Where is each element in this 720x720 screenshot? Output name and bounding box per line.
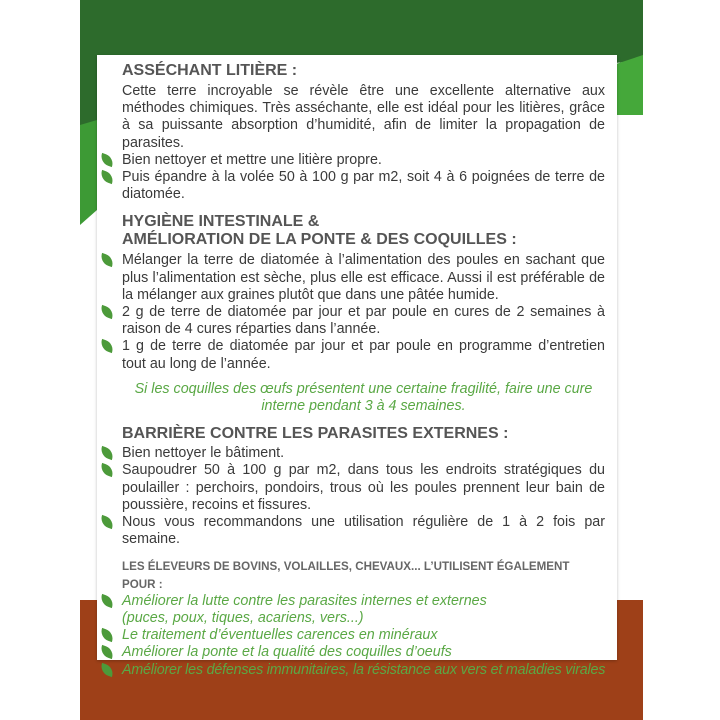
section-note: Si les coquilles des œufs présentent une certaine fragilité, faire une cure interne pendant 3 à 4 semaines.	[134, 380, 593, 415]
section	[122, 425, 605, 548]
section-title: HYGIÈNE INTESTINALE &	[122, 213, 320, 231]
list-item-text: Le traitement d’éventuelles carences en minéraux	[122, 627, 438, 644]
list-item-text: Mélanger la terre de diatomée à l’alimentation des poules en sachant que plus l’alimentation est sèche, plus elle est efficace. Aussi il est préférable de la mélanger aux graines plutôt que dans une pâtée humide.	[122, 252, 605, 303]
list-item	[122, 662, 605, 679]
list-item	[122, 514, 605, 548]
section-title: AMÉLIORATION DE LA PONTE & DES COQUILLES :	[122, 231, 517, 249]
list-item-text: Améliorer la ponte et la qualité des coquilles d’oeufs	[122, 644, 452, 661]
list-item-text: Puis épandre à la volée 50 à 100 g par m2, soit 4 à 6 poignées de terre de diatomée.	[122, 169, 605, 203]
list-item-text: Bien nettoyer et mettre une litière propre.	[122, 151, 382, 168]
list-item	[122, 169, 605, 203]
section	[122, 558, 605, 678]
list-item-text: Nous vous recommandons une utilisation régulière de 1 à 2 fois par semaine.	[122, 514, 605, 548]
list-item-text: Saupoudrer 50 à 100 g par m2, dans tous les endroits stratégiques du poulailler : perchoirs, pondoirs, trous où les poules prennent leur bain de poussière, recoins et fissures.	[122, 462, 605, 513]
content	[122, 62, 605, 679]
list-item	[122, 644, 605, 661]
section-title: ASSÉCHANT LITIÈRE :	[122, 62, 298, 79]
list-item-text: 2 g de terre de diatomée par jour et par poule en cures de 2 semaines à raison de 4 cures réparties dans l’année.	[122, 304, 605, 338]
list-item	[122, 152, 605, 169]
section-title: BARRIÈRE CONTRE LES PARASITES EXTERNES :	[122, 425, 509, 443]
list-item	[122, 338, 605, 372]
list-item-text: 1 g de terre de diatomée par jour et par poule en programme d’entretien tout au long de l’année.	[122, 338, 605, 372]
section-title: LES ÉLEVEURS DE BOVINS, VOLAILLES, CHEVAUX... L’UTILISENT ÉGALEMENT POUR :	[122, 560, 570, 591]
list-item	[122, 627, 605, 644]
list-item	[122, 593, 605, 627]
light-green-accent	[613, 55, 643, 115]
list-item-text: Bien nettoyer le bâtiment.	[122, 445, 285, 462]
list-item-text: Améliorer la lutte contre les parasites internes et externes	[122, 592, 487, 609]
list-item	[122, 304, 605, 338]
section-intro: Cette terre incroyable se révèle être une excellente alternative aux méthodes chimiques. Très asséchante, elle est idéal pour les litières, grâce à sa puissante absorption d’humidité, afin de limiter la propagation de parasites.	[122, 83, 605, 151]
list-item-text: (puces, poux, tiques, acariens, vers...)	[122, 610, 364, 627]
list-item	[122, 462, 605, 514]
section	[122, 213, 605, 415]
list-item	[122, 252, 605, 304]
list-item	[122, 445, 605, 462]
list-item-text: Améliorer les défenses immunitaires, la résistance aux vers et maladies virales	[122, 661, 606, 678]
